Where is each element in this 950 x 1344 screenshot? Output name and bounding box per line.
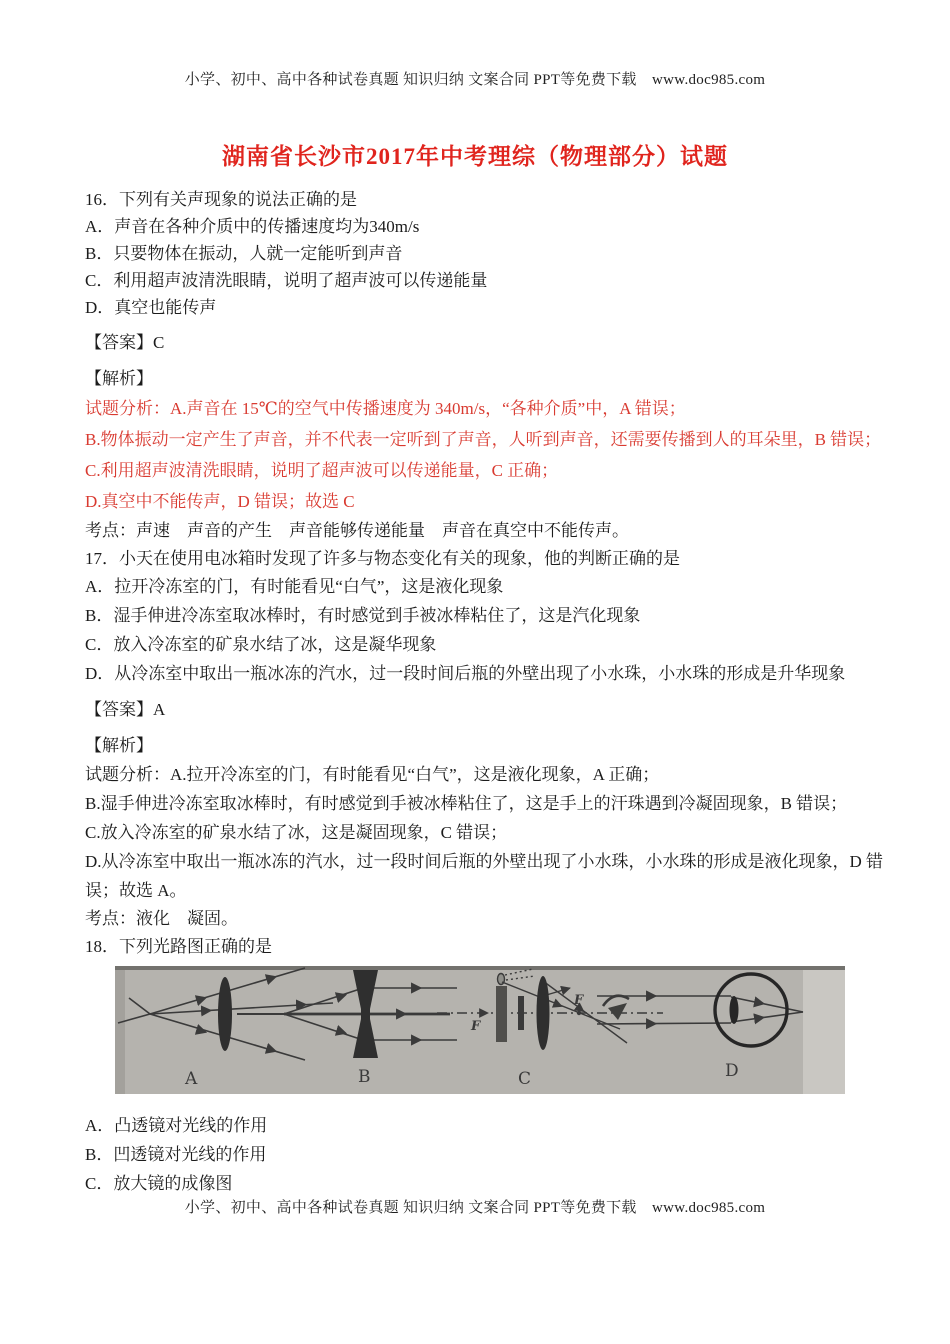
scan-dark-strip xyxy=(115,970,125,1094)
q18-option-a: A．凸透镜对光线的作用 xyxy=(85,1116,268,1135)
q16-option-d: D．真空也能传声 xyxy=(85,298,217,317)
q17-stem: 17．小天在使用电冰箱时发现了许多与物态变化有关的现象，他的判断正确的是 xyxy=(85,549,680,568)
optics-diagram-figure xyxy=(115,966,845,1094)
scan-light-strip xyxy=(803,970,845,1094)
focal-label-left: F xyxy=(471,1019,481,1034)
site-banner-bottom: 小学、初中、高中各种试卷真题 知识归纳 文案合同 PPT等免费下载 www.doc985.com xyxy=(184,1200,766,1216)
q17-option-a: A．拉开冷冻室的门，有时能看见“白气”，这是液化现象 xyxy=(85,577,504,596)
q17-analysis-label: 【解析】 xyxy=(85,736,153,755)
q17-option-c: C．放入冷冻室的矿泉水结了冰，这是凝华现象 xyxy=(85,635,437,654)
q16-option-a: A．声音在各种介质中的传播速度均为340m/s xyxy=(85,217,420,236)
candle-icon xyxy=(496,986,507,1042)
scan-edge-shadow xyxy=(115,966,845,970)
q18-figure xyxy=(115,966,891,1099)
q18-option-c: C．放大镜的成像图 xyxy=(85,1174,233,1193)
q16-stem: 16．下列有关声现象的说法正确的是 xyxy=(85,190,357,209)
focal-point-dot xyxy=(577,1011,581,1015)
figure-label-c: C xyxy=(518,1069,532,1089)
q16-analysis-label: 【解析】 xyxy=(85,369,153,388)
q18-stem: 18．下列光路图正确的是 xyxy=(85,937,272,956)
figure-label-b: B xyxy=(358,1067,371,1087)
q18-option-b: B．凹透镜对光线的作用 xyxy=(85,1145,267,1164)
q17-answer: 【答案】A xyxy=(85,700,166,719)
q17-analysis-line: C.放入冷冻室的矿泉水结了冰，这是凝固现象，C 错误； xyxy=(85,823,508,842)
q16-analysis-line: B.物体振动一定产生了声音，并不代表一定听到了声音，人听到声音，还需要传播到人的耳朵里，B 错误； xyxy=(85,430,882,449)
q16-analysis-line: C.利用超声波清洗眼睛，说明了超声波可以传递能量，C 正确； xyxy=(85,461,559,480)
q17-analysis-line: D.从冷冻室中取出一瓶冰冻的汽水，过一段时间后瓶的外壁出现了小水珠，小水珠的形成是液化现象，D 错误；故选 A。 xyxy=(85,852,884,900)
q17-analysis-line: 试题分析：A.拉开冷冻室的门，有时能看见“白气”，这是液化现象，A 正确； xyxy=(85,765,660,784)
image-bar-icon xyxy=(518,996,524,1030)
figure-label-a: A xyxy=(185,1069,198,1089)
q16-answer: 【答案】C xyxy=(85,333,165,352)
document-body xyxy=(85,186,891,1198)
q17-option-b: B．湿手伸进冷冻室取冰棒时，有时感觉到手被冰棒粘住了，这是汽化现象 xyxy=(85,606,641,625)
convex-lens-icon xyxy=(218,977,232,1051)
convex-lens-icon xyxy=(537,976,550,1050)
q16-knowledge-points: 考点：声速 声音的产生 声音能够传递能量 声音在真空中不能传声。 xyxy=(85,521,629,540)
eye-lens-icon xyxy=(730,996,739,1024)
q17-option-d: D．从冷冻室中取出一瓶冰冻的汽水，过一段时间后瓶的外壁出现了小水珠，小水珠的形成是升华现象 xyxy=(85,664,846,683)
q16-option-b: B．只要物体在振动，人就一定能听到声音 xyxy=(85,244,403,263)
figure-label-d: D xyxy=(725,1061,739,1081)
q16-option-c: C．利用超声波清洗眼睛，说明了超声波可以传递能量 xyxy=(85,271,488,290)
q16-analysis-line: D.真空中不能传声，D 错误；故选 C xyxy=(85,492,355,511)
site-banner-top: 小学、初中、高中各种试卷真题 知识归纳 文案合同 PPT等免费下载 www.doc985.com xyxy=(184,72,766,88)
page-title: 湖南省长沙市2017年中考理综（物理部分）试题 xyxy=(222,144,728,169)
q17-knowledge-points: 考点：液化 凝固。 xyxy=(85,909,238,928)
focal-label-right: F xyxy=(574,993,584,1008)
q17-analysis-line: B.湿手伸进冷冻室取冰棒时，有时感觉到手被冰棒粘住了，这是手上的汗珠遇到冷凝固现象，B 错误； xyxy=(85,794,848,813)
q16-analysis-line: 试题分析：A.声音在 15℃的空气中传播速度为 340m/s，“各种介质”中，A 错误； xyxy=(85,399,686,418)
